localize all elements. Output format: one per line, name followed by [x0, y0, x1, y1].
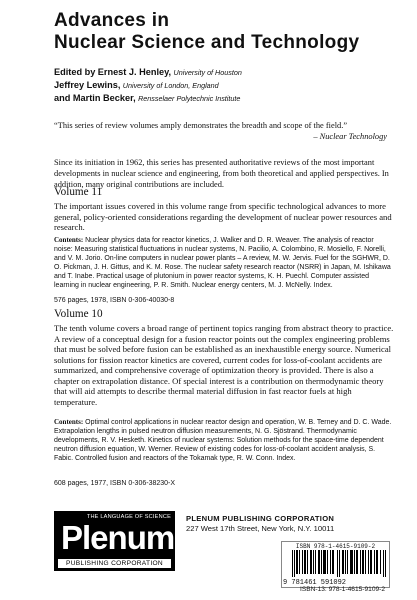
volume-10-contents	[54, 418, 394, 463]
series-title-line1: Advances in	[54, 10, 170, 31]
logo-subtitle: PUBLISHING CORPORATION	[58, 559, 171, 568]
barcode-icon	[292, 550, 388, 577]
editor-line-3	[54, 92, 242, 105]
series-title-line2: Nuclear Science and Technology	[54, 32, 360, 53]
isbn13-label: ISBN-13: 978-1-4615-9109-2	[300, 586, 386, 593]
editor-affiliation: University of London, England	[122, 81, 219, 90]
plenum-logo	[54, 511, 175, 571]
contents-label: Contents:	[54, 236, 84, 244]
editor-line-1	[54, 66, 242, 79]
edited-by-label: Edited by	[54, 67, 96, 77]
editor-affiliation: Rensselaer Polytechnic Institute	[138, 94, 241, 103]
editor-affiliation: University of Houston	[173, 68, 242, 77]
editor-name: and Martin Becker,	[54, 93, 136, 103]
volume-10-heading: Volume 10	[54, 308, 103, 320]
contents-label: Contents:	[54, 418, 84, 426]
barcode-box	[281, 541, 390, 588]
isbn-label: ISBN 978-1-4615-9109-2	[295, 543, 376, 550]
series-intro: Since its initiation in 1962, this series has presented authoritative reviews of the most important developments in nuclear science and engineering, from both theoretical and applied perspectives. In addition, many original contributions are included.	[54, 158, 389, 189]
editor-line-2	[54, 79, 242, 92]
barcode-digits: 9 781461 591092	[283, 579, 347, 587]
logo-wordmark: Plenum	[61, 519, 175, 556]
series-title	[54, 10, 359, 54]
volume-11-heading: Volume 11	[54, 186, 103, 198]
editor-name: Ernest J. Henley,	[97, 67, 172, 77]
volume-10-description: The tenth volume covers a broad range of pertinent topics ranging from abstract theory to practice. A review of a conceptual design for a fusion reactor points out the complex engineering problems that must be solved before fusion can be established as an inexhaustible energy source. Numerical solutions for fission reactor kinetics are covered, current codes for loss-of-coolant accidents are summarized, and comprehensive coverage of optimization theory is provided. There is also a chapter on extrapolation distance. Of special interest is a contribution on thermodynamic theory that will aid attempts to describe thermal material diffusion in fast reactor fuels at high temperature.	[54, 323, 394, 407]
editors-block	[54, 66, 242, 105]
publisher-name: PLENUM PUBLISHING CORPORATION	[186, 514, 335, 523]
publisher-address: 227 West 17th Street, New York, N.Y. 10011	[186, 524, 335, 533]
volume-11-contents	[54, 236, 394, 290]
contents-text: Nuclear physics data for reactor kinetics, J. Walker and D. R. Weaver. The analysis of reactor noise: Measuring statistical fluctuations in nuclear systems, N. Pacilio, A. Colombino, R. Mosiello, F. Norelli, and V. M. Jorio. On-line computers in nuclear power plants – A review, M. W. Jervis. Fuel for the SGHWR, D. O. Pickman, J. H. Gittus, and K. M. Rose. The nuclear safety research reactor (NSRR) in Japan, M. Ishikawa and T. Inabe. Practical usage of plutonium in power reactor systems, K. H. Puechl. Computer assisted learning in nuclear engineering, P. R. Smith. Nuclear energy centers, M. J. McNelly. Index.	[54, 237, 391, 289]
review-quote	[54, 120, 387, 142]
quote-source: – Nuclear Technology	[313, 132, 387, 141]
editor-name: Jeffrey Lewins,	[54, 80, 121, 90]
volume-10-pubinfo: 608 pages, 1977, ISBN 0-306-38230-X	[54, 480, 176, 487]
volume-11-description: The important issues covered in this volume range from specific technological advances to more general, policy-oriented considerations regarding the development of nuclear power resources and research.	[54, 201, 392, 232]
contents-text: Optimal control applications in nuclear reactor design and operation, W. B. Terney and D. C. Wade. Extrapolation lengths in pulsed neutron diffusion measurements, N. G. Sjöstrand. Thermodynamic developments, R. V. Hesketh. Kinetics of nuclear systems: Solution methods for the space-time dependent neutron diffusion equation, W. Werner. Review of existing codes for loss-of-coolant accident analysis, S. Fabic. Controlled fusion and reactors of the Tokamak type, R. W. Conn. Index.	[54, 419, 392, 462]
quote-text: “This series of review volumes amply demonstrates the breadth and scope of the field.”	[54, 121, 348, 130]
volume-11-pubinfo: 576 pages, 1978, ISBN 0-306-40030-8	[54, 297, 175, 304]
logo-tagline: THE LANGUAGE OF SCIENCE	[86, 514, 171, 520]
